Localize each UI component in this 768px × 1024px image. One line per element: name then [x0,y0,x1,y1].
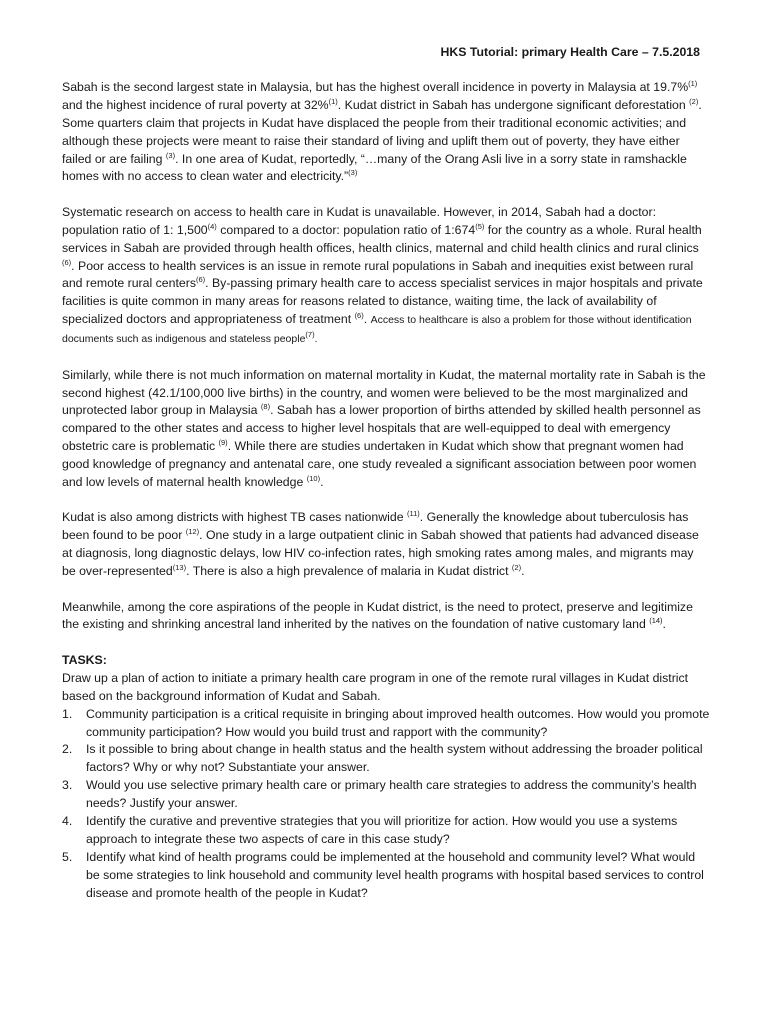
text-segment: . While there are studies undertaken in Kudat which show that pregnant women had good knowledge of pregnancy and antenatal care, one study revealed a significant association between poor women and low levels of maternal health knowledge [62,439,697,490]
text-segment: Sabah is the second largest state in Malaysia, but has the highest overall incidence in poverty in Malaysia at 19.7% [62,79,689,94]
text-segment-small: . [314,333,318,346]
text-segment: compared to a doctor: population ratio of 1:674 [216,222,476,237]
paragraph-ancestral-land [62,599,710,635]
list-item-number: 3. [62,778,73,793]
text-segment: Kudat is also among districts with highest TB cases nationwide [62,510,407,525]
text-segment: . [521,564,525,579]
text-segment: for the country as a whole. Rural health services in Sabah are provided through health offices, health clinics, maternal and child health clinics and rural clinics [62,222,702,255]
text-segment: . In one area of Kudat, reportedly, “…many of the Orang Asli live in a sorry state in ramshackle homes with no access to clean water and electricity.” [62,151,687,184]
text-segment: Meanwhile, among the core aspirations of the people in Kudat district, is the need to protect, preserve and legitimize the existing and shrinking ancestral land inherited by the natives on the foundation of native customary land [62,599,693,632]
tasks-list [62,706,710,903]
paragraph-health-access [62,204,710,349]
text-segment-small: Access to healthcare is also a problem for those without identification documents such as indigenous and stateless people [62,314,692,346]
text-segment: . [662,617,666,632]
citation: (5) [475,221,485,231]
citation: (7) [305,330,315,340]
list-item [62,706,710,742]
tasks-section [62,652,710,903]
citation: (1) [328,96,338,106]
citation: (6) [354,311,364,321]
list-item-text: Identify the curative and preventive strategies that you will prioritize for action. How would you use a systems approach to integrate these two aspects of care in this case study? [86,814,678,846]
list-item-text: Is it possible to bring about change in health status and the health system without addressing the broader political factors? Why or why not? Substantiate your answer. [86,742,703,775]
citation: (8) [260,402,271,412]
list-item [62,849,710,903]
paragraph-maternal-mortality [62,367,710,492]
citation: (6) [62,257,72,267]
citation: (13) [172,563,187,573]
list-item-number: 1. [62,706,73,721]
list-item [62,813,710,849]
text-segment: . [320,475,324,490]
citation: (11) [406,509,420,519]
citation: (12) [185,527,200,537]
citation: (14) [649,616,663,626]
text-segment: . [363,312,371,327]
paragraph-tuberculosis [62,509,710,581]
text-segment: . There is also a high prevalence of malaria in Kudat district [186,564,512,579]
citation: (3) [348,168,358,178]
text-segment: . Sabah has a lower proportion of births attended by skilled health personnel as compared to the other states and access to higher level hospitals that are well-equipped to deal with emergency obstetric care is problematic [62,403,701,454]
tasks-intro: Draw up a plan of action to initiate a primary health care program in one of the remote rural villages in Kudat district based on the background information of Kudat and Sabah. [62,670,689,703]
list-item-text: Would you use selective primary health care or primary health care strategies to address the community’s health needs? Justify your answer. [86,778,697,811]
list-item [62,777,710,813]
text-segment: . Generally the knowledge about tuberculosis has been found to be poor [62,510,689,543]
citation: (1) [688,78,698,88]
paragraph-poverty-deforestation [62,79,710,186]
citation: (9) [218,438,228,448]
citation: (2) [511,563,522,573]
list-item-text: Identify what kind of health programs could be implemented at the household and community level? What would be some strategies to link household and community level health programs with hospital based services to control disease and promote health of the people in Kudat? [86,849,704,900]
text-segment: Similarly, while there is not much information on maternal mortality in Kudat, the maternal mortality rate in Sabah is the second highest (42.1/100,000 live births) in the country, and women were believed to be the most marginalized and unprotected labor group in Malaysia [62,367,706,418]
text-segment: . Poor access to health services is an issue in remote rural populations in Sabah and inequities exist between rural and remote rural centers [62,258,694,291]
list-item-text: Community participation is a critical requisite in bringing about improved health outcomes. How would you promote community participation? How would you build trust and rapport with the community? [86,706,710,739]
citation: (10) [306,474,321,484]
text-segment: . Some quarters claim that projects in Kudat have displaced the people from their traditional economic activities; and although these projects were meant to raise their standard of living and uplift them out of poverty, they have either failed or are failing [62,97,702,166]
citation: (2) [689,96,699,106]
text-segment: Systematic research on access to health care in Kudat is unavailable. However, in 2014, Sabah had a doctor: population ratio of 1: 1,500 [62,204,657,237]
text-segment: . Kudat district in Sabah has undergone significant deforestation [337,97,690,112]
list-item [62,741,710,777]
list-item-number: 5. [62,849,73,864]
list-item-number: 2. [62,742,73,757]
list-item-number: 4. [62,814,73,829]
tasks-heading: TASKS: [62,652,107,667]
document-header-title: HKS Tutorial: primary Health Care – 7.5.2018 [440,45,700,59]
citation: (4) [207,221,217,231]
citation: (3) [165,150,176,160]
citation: (6) [195,275,206,285]
text-segment: . One study in a large outpatient clinic in Sabah showed that patients had advanced disease at diagnosis, long diagnostic delays, low HIV co-infection rates, high smoking rates among males, and migrants may be over-represented [62,528,699,579]
text-segment: . By-passing primary health care to access specialist services in major hospitals and private facilities is quite common in many areas for reasons related to distance, waiting time, the lack of availability of specialized doctors and appropriateness of treatment [62,276,703,327]
text-segment: and the highest incidence of rural poverty at 32% [62,97,329,112]
